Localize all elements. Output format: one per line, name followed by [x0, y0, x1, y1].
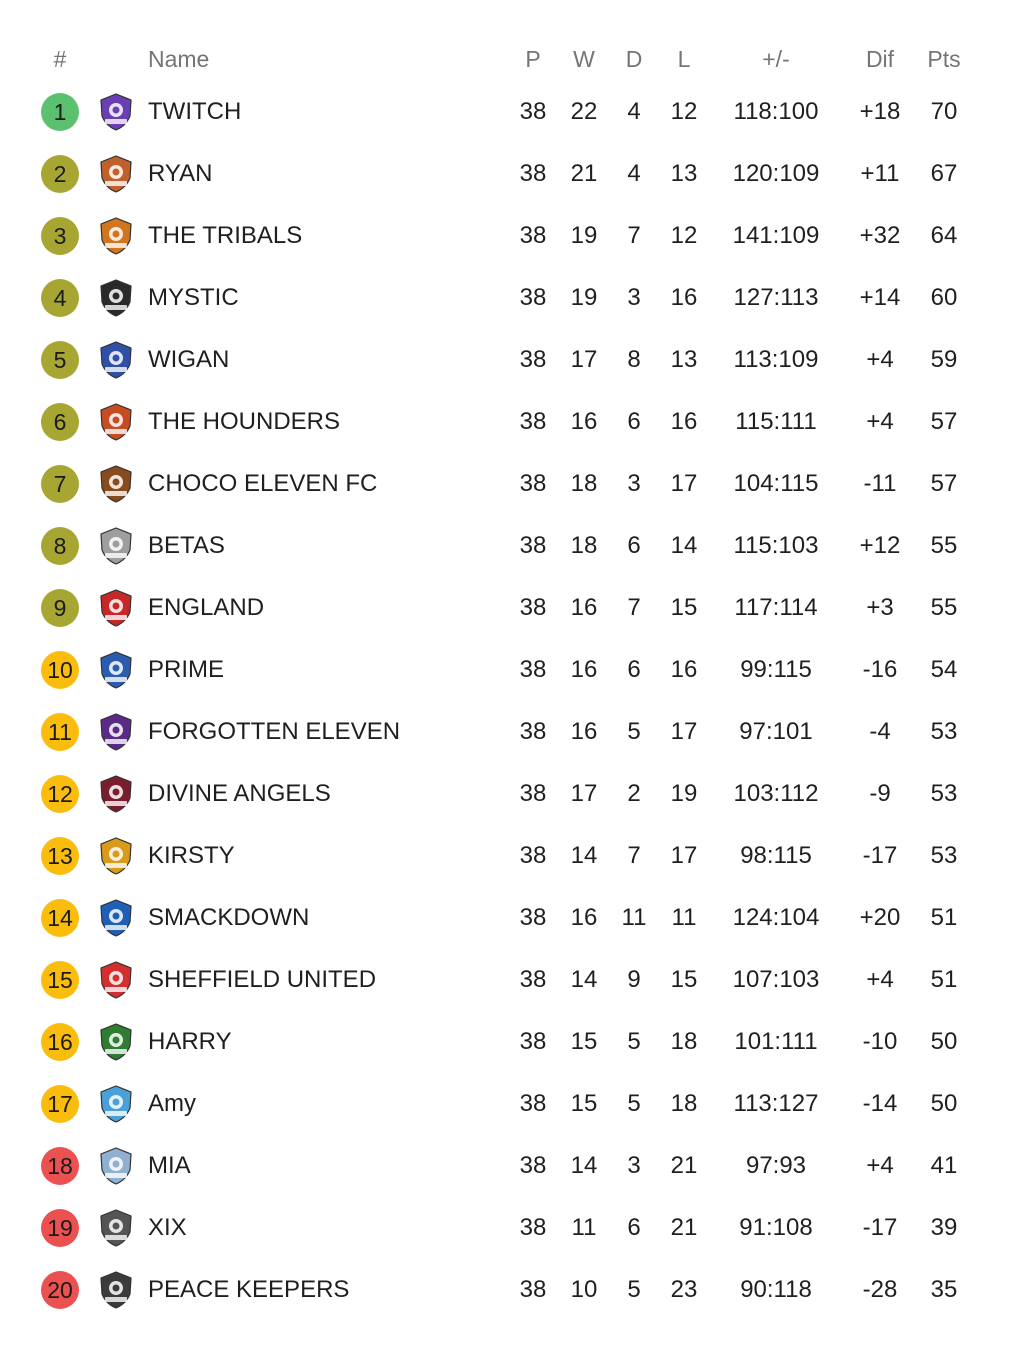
- played-value: 38: [519, 656, 547, 683]
- table-row[interactable]: [0, 329, 1015, 391]
- lost-value: 16: [670, 284, 698, 311]
- table-row[interactable]: [0, 391, 1015, 453]
- table-row[interactable]: [0, 453, 1015, 515]
- tiger-crest-icon: [96, 216, 136, 256]
- diff-value: +11: [860, 160, 900, 187]
- diff-value: +4: [866, 1152, 894, 1179]
- points-value: 57: [930, 470, 958, 497]
- played-value: 38: [519, 966, 547, 993]
- header-goals: +/-: [762, 46, 790, 72]
- header-name: Name: [148, 46, 210, 72]
- drawn-value: 3: [627, 470, 641, 497]
- team-name: PRIME: [148, 656, 225, 683]
- played-value: 38: [519, 718, 547, 745]
- points-value: 55: [930, 594, 958, 621]
- table-row[interactable]: [0, 825, 1015, 887]
- diff-value: -16: [862, 656, 898, 683]
- goals-value: 97:101: [739, 718, 813, 745]
- table-header: [0, 40, 1015, 80]
- twitch-crest-icon: [96, 92, 136, 132]
- team-name: WIGAN: [148, 346, 230, 373]
- points-value: 50: [930, 1028, 958, 1055]
- ball-dark-crest-icon: [96, 1270, 136, 1310]
- table-row[interactable]: [0, 949, 1015, 1011]
- drawn-value: 7: [627, 842, 641, 869]
- points-value: 41: [930, 1152, 958, 1179]
- table-row[interactable]: [0, 701, 1015, 763]
- played-value: 38: [519, 842, 547, 869]
- drawn-value: 5: [627, 718, 641, 745]
- rank-badge: 15: [41, 961, 79, 999]
- won-value: 14: [570, 966, 598, 993]
- rank-badge: 18: [41, 1147, 79, 1185]
- drawn-value: 6: [627, 408, 641, 435]
- lost-value: 14: [670, 532, 698, 559]
- played-value: 38: [519, 1090, 547, 1117]
- diff-value: -28: [862, 1276, 898, 1303]
- lost-value: 17: [670, 718, 698, 745]
- points-value: 55: [930, 532, 958, 559]
- rank-badge: 5: [41, 341, 79, 379]
- points-value: 59: [930, 346, 958, 373]
- table-row[interactable]: [0, 143, 1015, 205]
- points-value: 53: [930, 842, 958, 869]
- goals-value: 113:109: [733, 346, 819, 373]
- goals-value: 113:127: [733, 1090, 819, 1117]
- played-value: 38: [519, 98, 547, 125]
- lost-value: 21: [670, 1214, 698, 1241]
- header-points: Pts: [927, 46, 961, 72]
- team-name: SHEFFIELD UNITED: [148, 966, 377, 993]
- goals-value: 115:103: [733, 532, 819, 559]
- table-row[interactable]: [0, 887, 1015, 949]
- goals-value: 141:109: [732, 222, 820, 249]
- diff-value: +18: [859, 98, 901, 125]
- table-row[interactable]: [0, 763, 1015, 825]
- rank-badge: 4: [41, 279, 79, 317]
- drawn-value: 2: [627, 780, 641, 807]
- points-value: 39: [930, 1214, 958, 1241]
- goals-value: 98:115: [740, 842, 812, 869]
- hound-crest-icon: [96, 402, 136, 442]
- team-name: TWITCH: [148, 98, 242, 125]
- diff-value: +3: [866, 594, 894, 621]
- won-value: 19: [570, 284, 598, 311]
- drawn-value: 4: [627, 160, 641, 187]
- lost-value: 23: [670, 1276, 698, 1303]
- lion-crest-icon: [96, 154, 136, 194]
- rank-badge: 14: [41, 899, 79, 937]
- drawn-value: 3: [627, 284, 641, 311]
- team-name: BETAS: [148, 532, 225, 559]
- goals-value: 115:111: [735, 408, 817, 435]
- rank-badge: 10: [41, 651, 79, 689]
- team-name: FORGOTTEN ELEVEN: [148, 718, 401, 745]
- rank-badge: 17: [41, 1085, 79, 1123]
- goals-value: 91:108: [739, 1214, 813, 1241]
- gear-ball-crest-icon: [96, 1208, 136, 1248]
- won-value: 11: [571, 1214, 597, 1241]
- drawn-value: 9: [627, 966, 641, 993]
- won-value: 10: [570, 1276, 598, 1303]
- globe-crest-icon: [96, 1084, 136, 1124]
- won-value: 22: [570, 98, 598, 125]
- goals-value: 104:115: [733, 470, 819, 497]
- lost-value: 18: [670, 1028, 698, 1055]
- table-row[interactable]: [0, 1073, 1015, 1135]
- points-value: 51: [930, 966, 958, 993]
- won-value: 18: [570, 470, 598, 497]
- lost-value: 19: [670, 780, 698, 807]
- wrestling-logo-icon: [96, 898, 136, 938]
- diff-value: -9: [869, 780, 891, 807]
- lost-value: 13: [670, 160, 698, 187]
- drawn-value: 5: [627, 1276, 641, 1303]
- lost-value: 18: [670, 1090, 698, 1117]
- gold-round-crest-icon: [96, 836, 136, 876]
- lost-value: 21: [670, 1152, 698, 1179]
- rank-badge: 12: [41, 775, 79, 813]
- drawn-value: 7: [627, 222, 641, 249]
- header-lost: L: [677, 46, 691, 72]
- won-value: 18: [570, 532, 598, 559]
- played-value: 38: [519, 284, 547, 311]
- diff-value: +4: [866, 408, 894, 435]
- won-value: 14: [570, 842, 598, 869]
- diff-value: -17: [862, 1214, 898, 1241]
- lost-value: 15: [670, 966, 698, 993]
- points-value: 60: [930, 284, 958, 311]
- won-value: 15: [570, 1028, 598, 1055]
- points-value: 53: [930, 718, 958, 745]
- played-value: 38: [519, 470, 547, 497]
- rank-badge: 13: [41, 837, 79, 875]
- rank-badge: 7: [41, 465, 79, 503]
- points-value: 35: [930, 1276, 958, 1303]
- winged-crest-icon: [96, 774, 136, 814]
- chocolate-bar-icon: [96, 464, 136, 504]
- table-row[interactable]: [0, 515, 1015, 577]
- played-value: 38: [519, 346, 547, 373]
- header-won: W: [573, 46, 595, 72]
- team-name: PEACE KEEPERS: [148, 1276, 350, 1303]
- lost-value: 13: [670, 346, 698, 373]
- team-name: THE HOUNDERS: [148, 408, 341, 435]
- lost-value: 17: [670, 470, 698, 497]
- blades-crest-icon: [96, 960, 136, 1000]
- team-name: Amy: [148, 1090, 196, 1117]
- lost-value: 15: [670, 594, 698, 621]
- played-value: 38: [519, 1152, 547, 1179]
- drawn-value: 4: [627, 98, 641, 125]
- diff-value: +32: [859, 222, 901, 249]
- rank-badge: 9: [41, 589, 79, 627]
- diff-value: -11: [863, 470, 897, 497]
- won-value: 19: [570, 222, 598, 249]
- points-value: 50: [930, 1090, 958, 1117]
- goals-value: 107:103: [732, 966, 820, 993]
- drawn-value: 7: [627, 594, 641, 621]
- rank-badge: 20: [41, 1271, 79, 1309]
- won-value: 17: [570, 346, 598, 373]
- played-value: 38: [519, 222, 547, 249]
- team-name: SMACKDOWN: [148, 904, 310, 931]
- drawn-value: 6: [627, 656, 641, 683]
- drawn-value: 3: [627, 1152, 641, 1179]
- table-row[interactable]: [0, 1197, 1015, 1259]
- drawn-value: 8: [627, 346, 641, 373]
- lions-crest-icon: [96, 588, 136, 628]
- header-diff: Dif: [865, 46, 895, 72]
- team-name: THE TRIBALS: [148, 222, 303, 249]
- lost-value: 11: [671, 904, 697, 931]
- won-value: 16: [570, 656, 598, 683]
- goals-value: 117:114: [734, 594, 818, 621]
- won-value: 16: [570, 594, 598, 621]
- ball-shield-icon: [96, 650, 136, 690]
- points-value: 51: [930, 904, 958, 931]
- team-name: ENGLAND: [148, 594, 265, 621]
- rank-badge: 19: [41, 1209, 79, 1247]
- diff-value: -10: [862, 1028, 898, 1055]
- won-value: 16: [570, 408, 598, 435]
- goals-value: 103:112: [733, 780, 819, 807]
- diff-value: -4: [869, 718, 891, 745]
- angel-portrait-icon: [96, 1146, 136, 1186]
- star-badge-icon: [96, 278, 136, 318]
- lost-value: 17: [670, 842, 698, 869]
- diff-value: +14: [859, 284, 901, 311]
- rank-badge: 16: [41, 1023, 79, 1061]
- diff-value: -14: [862, 1090, 898, 1117]
- diff-value: +12: [859, 532, 901, 559]
- played-value: 38: [519, 1276, 547, 1303]
- team-name: MYSTIC: [148, 284, 239, 311]
- points-value: 70: [930, 98, 958, 125]
- table-row[interactable]: [0, 1259, 1015, 1321]
- goals-value: 97:93: [745, 1152, 807, 1179]
- won-value: 21: [570, 160, 598, 187]
- team-name: HARRY: [148, 1028, 232, 1055]
- played-value: 38: [519, 160, 547, 187]
- round-crest-icon: [96, 340, 136, 380]
- goals-value: 101:111: [734, 1028, 818, 1055]
- rank-badge: 11: [41, 713, 79, 751]
- points-value: 53: [930, 780, 958, 807]
- played-value: 38: [519, 1028, 547, 1055]
- table-row[interactable]: [0, 1011, 1015, 1073]
- header-played: P: [525, 46, 541, 72]
- won-value: 16: [570, 718, 598, 745]
- header-drawn: D: [625, 46, 643, 72]
- lost-value: 12: [670, 222, 698, 249]
- played-value: 38: [519, 904, 547, 931]
- won-value: 17: [570, 780, 598, 807]
- played-value: 38: [519, 408, 547, 435]
- goals-value: 118:100: [733, 98, 819, 125]
- drawn-value: 6: [627, 532, 641, 559]
- drawn-value: 6: [627, 1214, 641, 1241]
- diff-value: +20: [859, 904, 901, 931]
- lost-value: 16: [670, 656, 698, 683]
- goals-value: 90:118: [740, 1276, 812, 1303]
- rank-badge: 2: [41, 155, 79, 193]
- team-name: CHOCO ELEVEN FC: [148, 470, 378, 497]
- points-value: 57: [930, 408, 958, 435]
- team-name: RYAN: [148, 160, 213, 187]
- lost-value: 12: [670, 98, 698, 125]
- table-row[interactable]: [0, 1135, 1015, 1197]
- points-value: 54: [930, 656, 958, 683]
- rank-badge: 8: [41, 527, 79, 565]
- played-value: 38: [519, 594, 547, 621]
- team-name: MIA: [148, 1152, 191, 1179]
- diff-value: -17: [862, 842, 898, 869]
- drawn-value: 5: [627, 1028, 641, 1055]
- diff-value: +4: [866, 346, 894, 373]
- table-row[interactable]: [0, 267, 1015, 329]
- drawn-value: 5: [627, 1090, 641, 1117]
- table-row[interactable]: [0, 81, 1015, 143]
- won-value: 14: [570, 1152, 598, 1179]
- goals-value: 124:104: [732, 904, 820, 931]
- team-name: KIRSTY: [148, 842, 235, 869]
- table-row[interactable]: [0, 205, 1015, 267]
- goals-value: 120:109: [732, 160, 820, 187]
- diff-value: +4: [866, 966, 894, 993]
- green-shield-icon: [96, 1022, 136, 1062]
- played-value: 38: [519, 1214, 547, 1241]
- played-value: 38: [519, 780, 547, 807]
- team-name: XIX: [148, 1214, 187, 1241]
- goals-value: 99:115: [740, 656, 812, 683]
- header-rank: #: [53, 46, 67, 72]
- drawn-value: 11: [621, 904, 647, 931]
- table-row[interactable]: [0, 639, 1015, 701]
- rank-badge: 6: [41, 403, 79, 441]
- goals-value: 127:113: [733, 284, 819, 311]
- table-row[interactable]: [0, 577, 1015, 639]
- team-name: DIVINE ANGELS: [148, 780, 331, 807]
- won-value: 16: [570, 904, 598, 931]
- rank-badge: 1: [41, 93, 79, 131]
- purple-crest-icon: [96, 712, 136, 752]
- played-value: 38: [519, 532, 547, 559]
- watch-icon: [96, 526, 136, 566]
- rank-badge: 3: [41, 217, 79, 255]
- points-value: 67: [930, 160, 958, 187]
- lost-value: 16: [670, 408, 698, 435]
- won-value: 15: [570, 1090, 598, 1117]
- points-value: 64: [930, 222, 958, 249]
